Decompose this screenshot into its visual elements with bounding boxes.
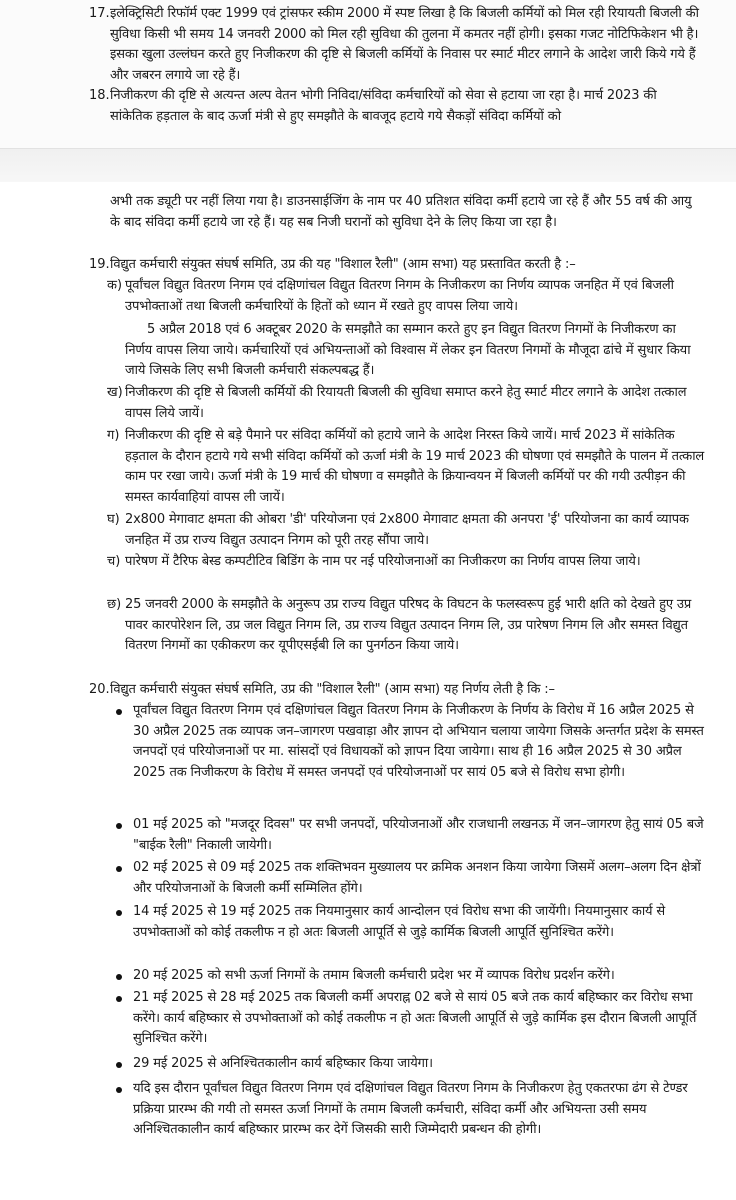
list-item: 02 मई 2025 से 09 मई 2025 तक शक्तिभवन मुख्यालय पर क्रमिक अनशन किया जायेगा जिसमें अलग–अलग दिन क्षेत्रों और परियोजनाओं के बिजली कर्मी सम्मिलित होंगे। [133,860,701,896]
item-20-intro: विद्युत कर्मचारी संयुक्त संघर्ष समिति, उप्र की "विशाल रैली" (आम सभा) यह निर्णय लेती है कि :– [110,682,555,697]
item-number: 20. [89,682,110,697]
sub-label: घ) [107,512,120,527]
page-break [0,148,736,184]
sub-item-text: 25 जनवरी 2000 के समझौते के अनुरूप उप्र राज्य विद्युत परिषद के विघटन के फलस्वरूप हुई भारी क्षति को देखते हुए उप्र पावर कारपोरेशन लि, उप्र जल विद्युत निगम लि, उप्र राज्य विद्युत उत्पादन निगम लि, उप्र पारेषण निगम लि और समस्त विद्युत वितरण निगमों का एकीकरण कर यूपीएसईबी लि का पुनर्गठन किया जाये। [125,597,692,653]
item-17-text: इलेक्ट्रिसिटी रिफॉर्म एक्ट 1999 एवं ट्रांसफर स्कीम 2000 में स्पष्ट लिखा है कि बिजली कर्मियों को मिल रही रियायती बिजली की सुविधा किसी भी समय 14 जनवरी 2000 को मिल रही सुविधा की तुलना में कमतर नहीं होगी। इसका गजट नोटिफिकेशन भी है। इसका खुला उल्लंघन करते हुए निजीकरण की दृष्टि से बिजली कर्मियों के निवास पर स्मार्ट मीटर लगाने के आदेश जारी किये गये हैं और जबरन लगाये जा रहे हैं। [110,6,699,83]
document-page-bottom [0,182,736,1200]
list-item: यदि इस दौरान पूर्वांचल विद्युत वितरण निगम एवं दक्षिणांचल विद्युत वितरण निगम के निजीकरण हेतु एकतरफा ढंग से टेण्डर प्रक्रिया प्रारम्भ की गयी तो समस्त ऊर्जा निगमों के तमाम बिजली कर्मचारी, संविदा कर्मी और अभियन्ता उसी समय अनिश्चितकालीन कार्य बहिष्कार प्रारम्भ कर देगें जिसकी सारी जिम्मेदारी प्रबन्धन की होगी। [133,1081,688,1137]
list-item: 14 मई 2025 से 19 मई 2025 तक नियमानुसार कार्य आन्दोलन एवं विरोध सभा की जायेंगी। नियमानुसार कार्य से उपभोक्ताओं को कोई तकलीफ न हो अतः बिजली आपूर्ति से जुड़े कार्मिक बिजली आपूर्ति सुनिश्चित करेंगे। [133,904,666,940]
bullet-icon [116,974,122,980]
sub-item-text: 2x800 मेगावाट क्षमता की ओबरा 'डी' परियोजना एवं 2x800 मेगावाट क्षमता की अनपरा 'ई' परियोजना का कार्य व्यापक जनहित में उप्र राज्य विद्युत उत्पादन निगम को पूरी तरह सौंपा जाये। [125,512,689,548]
item-19-intro: विद्युत कर्मचारी संयुक्त संघर्ष समिति, उप्र की यह "विशाल रैली" (आम सभा) यह प्रस्तावित करती है :– [110,257,576,272]
list-item: 29 मई 2025 से अनिश्चितकालीन कार्य बहिष्कार किया जायेगा। [133,1056,433,1071]
bullet-icon [116,1062,122,1068]
document-page-top [0,0,736,148]
item-number: 19. [89,257,110,272]
sub-item-text: निजीकरण की दृष्टि से बड़े पैमाने पर संविदा कर्मियों को हटाये जाने के आदेश निरस्त किये जायें। मार्च 2023 में सांकेतिक हड़ताल के दौरान हटाये गये सभी संविदा कर्मियों को ऊर्जा मंत्री के 19 मार्च 2023 की घोषणा एवं समझौते के पालन में तत्काल काम पर रखा जाये। ऊर्जा मंत्री के 19 मार्च की घोषणा व समझौते के क्रियान्वयन में बिजली कर्मियों पर की गयी उत्पीड़न की समस्त कार्यवाहियां वापस ली जायें। [125,428,705,505]
item-18-continued: अभी तक ड्यूटी पर नहीं लिया गया है। डाउनसाईजिंग के नाम पर 40 प्रतिशत संविदा कर्मी हटाये जा रहे हैं और 55 वर्ष की आयु के बाद संविदा कर्मी हटाये जा रहे हैं। यह सब निजी घरानों को सुविधा देने के लिए किया जा रहा है। [110,194,692,230]
list-item: 21 मई 2025 से 28 मई 2025 तक बिजली कर्मी अपराह्न 02 बजे से सायं 05 बजे तक कार्य बहिष्कार कर विरोध सभा करेंगे। कार्य बहिष्कार से उपभोक्ताओं को कोई तकलीफ न हो अतः बिजली आपूर्ति से जुड़े कार्मिक इस दौरान बिजली आपूर्ति सुनिश्चित करेंगे। [133,990,697,1046]
list-item: पूर्वांचल विद्युत वितरण निगम एवं दक्षिणांचल विद्युत वितरण निगम के निजीकरण के निर्णय के विरोध में 16 अप्रैल 2025 से 30 अप्रैल 2025 तक व्यापक जन–जागरण पखवाड़ा और ज्ञापन दो अभियान चलाया जायेगा जिसके अन्तर्गत प्रदेश के समस्त जनपदों एवं परियोजनाओं पर मा. सांसदों एवं विधायकों को ज्ञापन दिया जायेगा। साथ ही 16 अप्रैल 2025 से 30 अप्रैल 2025 तक निजीकरण के विरोध में समस्त जनपदों एवं परियोजनाओं पर सायं 05 बजे से विरोध सभा होगी। [133,703,704,780]
sub-label: च) [107,554,121,569]
item-number: 17. [89,6,110,21]
sub-item-text: पारेषण में टैरिफ बेस्ड कम्पटीटिव बिडिंग के नाम पर नई परियोजनाओं का निजीकरण का निर्णय वापस लिया जाये। [125,554,641,569]
sub-label: क) [107,278,123,293]
bullet-icon [116,910,122,916]
sub-item-text: निजीकरण की दृष्टि से बिजली कर्मियों की रियायती बिजली की सुविधा समाप्त करने हेतु स्मार्ट मीटर लगाने के आदेश तत्काल वापस लिये जायें। [125,385,687,421]
sub-item-text: 5 अप्रैल 2018 एवं 6 अक्टूबर 2020 के समझौते का सम्मान करते हुए इन विद्युत वितरण निगमों के निजीकरण का निर्णय वापस लिया जाये। कर्मचारियों एवं अभियन्ताओं को विश्वास में लेकर इन वितरण निगमों के मौजूदा ढांचे में सुधार किया जाये जिसके लिए सभी बिजली कर्मचारी संकल्पबद्ध हैं। [125,322,691,378]
bullet-icon [116,823,122,829]
list-item: 01 मई 2025 को "मजदूर दिवस" पर सभी जनपदों, परियोजनाओं और राजधानी लखनऊ में जन–जागरण हेतु सायं 05 बजे "बाईक रैली" निकाली जायेगी। [133,817,704,853]
list-item: 20 मई 2025 को सभी ऊर्जा निगमों के तमाम बिजली कर्मचारी प्रदेश भर में व्यापक विरोध प्रदर्शन करेंगे। [133,968,615,983]
bullet-icon [116,1087,122,1093]
bullet-icon [116,709,122,715]
bullet-icon [116,866,122,872]
sub-item-text: पूर्वांचल विद्युत वितरण निगम एवं दक्षिणांचल विद्युत वितरण निगम के निजीकरण का निर्णय व्यापक जनहित में एवं बिजली उपभोक्ताओं तथा बिजली कर्मचारियों के हितों को ध्यान में रखते हुए वापस लिया जाये। [125,278,674,314]
item-18-text: निजीकरण की दृष्टि से अत्यन्त अल्प वेतन भोगी निविदा/संविदा कर्मचारियों को सेवा से हटाया जा रहा है। मार्च 2023 की सांकेतिक हड़ताल के बाद ऊर्जा मंत्री से हुए समझौते के बावजूद हटाये गये सैकड़ों संविदा कर्मियों को [110,88,657,124]
sub-label: ग) [107,428,120,443]
sub-label: छ) [107,597,122,612]
sub-label: ख) [107,385,123,400]
item-number: 18. [89,88,110,103]
bullet-icon [116,996,122,1002]
